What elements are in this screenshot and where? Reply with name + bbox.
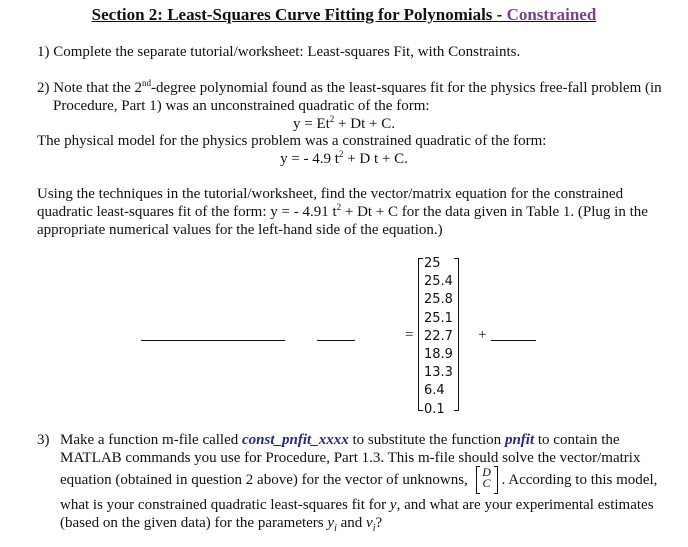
vector-entry: 25.4 bbox=[424, 274, 453, 290]
item-3-number: 3) bbox=[37, 432, 50, 448]
eq1-sup: 2 bbox=[329, 114, 335, 124]
vector-entry: 0.1 bbox=[424, 401, 445, 417]
para-line-2 bbox=[37, 203, 648, 221]
item-3-line-1 bbox=[60, 431, 620, 449]
vector-entry: 22.7 bbox=[424, 328, 453, 344]
section-title bbox=[0, 6, 688, 24]
vector-entry: 18.9 bbox=[424, 347, 453, 363]
unknown-d: D bbox=[482, 465, 491, 479]
equals-sign: = bbox=[405, 327, 414, 343]
para-line-2-b: + Dt + C for the data given in Table 1. (Plug in the bbox=[341, 204, 648, 220]
eq2-a: y = - 4.9 t bbox=[280, 151, 339, 167]
item-3-line-3-b: . According to this model, bbox=[501, 472, 658, 488]
eq2-b: + D t + C. bbox=[343, 151, 408, 167]
mfile-name: const_pnfit_xxxx bbox=[242, 432, 349, 448]
item-3-line-4 bbox=[60, 496, 654, 514]
item-2-line-2: Procedure, Part 1) was an unconstrained quadratic of the form: bbox=[53, 98, 430, 114]
param-y-sub: i bbox=[334, 523, 337, 534]
item-2-line-1 bbox=[37, 79, 662, 97]
blank-unknowns bbox=[317, 330, 355, 341]
param-y: y bbox=[327, 515, 335, 531]
function-name: pnfit bbox=[504, 432, 535, 448]
item-3-line-4-b: , and what are your experimental estimates bbox=[396, 497, 654, 513]
para-line-2-sup: 2 bbox=[336, 202, 342, 212]
vector-left-bracket bbox=[418, 258, 423, 411]
para-line-2-a: quadratic least-squares fit of the form: y = - 4.91 t bbox=[37, 204, 337, 220]
item-3-line-1-c: to contain the bbox=[534, 432, 620, 448]
item-2-line-3: The physical model for the physics problem was a constrained quadratic of the form: bbox=[37, 133, 547, 149]
item-2-line-1-a: 2) Note that the 2 bbox=[37, 80, 142, 96]
vector-entry: 6.4 bbox=[424, 383, 445, 399]
unknowns-entries bbox=[480, 467, 494, 489]
item-3-line-4-a: what is your constrained quadratic least-squares fit for bbox=[60, 497, 390, 513]
data-vector bbox=[424, 255, 453, 419]
item-3-line-2: MATLAB commands you use for Procedure, Part 1.3. This m-file should solve the vector/matrix bbox=[60, 450, 641, 466]
equation-unconstrained bbox=[0, 115, 688, 133]
eq2-sup: 2 bbox=[338, 149, 344, 159]
item-3-line-1-a: Make a function m-file called bbox=[60, 432, 243, 448]
unknowns-right-bracket bbox=[494, 466, 498, 494]
vector-entry: 25.8 bbox=[424, 292, 453, 308]
unknown-c: C bbox=[482, 476, 491, 490]
para-line-3: appropriate numerical values for the left-hand side of the equation.) bbox=[37, 222, 443, 238]
item-3-line-5 bbox=[60, 514, 382, 538]
item-2-line-1-b: -degree polynomial found as the least-squares fit for the physics free-fall problem (in bbox=[150, 80, 662, 96]
section-title-accent: Constrained bbox=[506, 5, 597, 24]
blank-matrix bbox=[141, 330, 285, 341]
item-3-line-3 bbox=[60, 465, 658, 490]
plus-sign: + bbox=[478, 327, 487, 343]
unknowns-vector bbox=[472, 465, 502, 490]
vector-entry: 13.3 bbox=[424, 365, 453, 381]
item-3-line-5-end: ? bbox=[375, 515, 383, 531]
item-3-line-3-a: equation (obtained in question 2 above) for the vector of unknowns, bbox=[60, 472, 472, 488]
equation-constrained bbox=[0, 150, 688, 168]
item-1: 1) Complete the separate tutorial/worksheet: Least-squares Fit, with Constraints. bbox=[37, 44, 521, 60]
vector-right-bracket bbox=[454, 258, 459, 411]
param-v-sub: i bbox=[372, 523, 376, 534]
vector-entry: 25 bbox=[424, 256, 441, 271]
vector-entry: 25.1 bbox=[424, 310, 453, 326]
item-3-line-5-and: and bbox=[336, 515, 367, 531]
item-2-line-1-sup: nd bbox=[141, 78, 151, 88]
blank-constraint bbox=[491, 330, 536, 341]
section-title-main: Section 2: Least-Squares Curve Fitting for Polynomials - bbox=[91, 5, 507, 24]
var-y: y bbox=[389, 497, 397, 513]
item-3-line-1-b: to substitute the function bbox=[348, 432, 505, 448]
para-line-1: Using the techniques in the tutorial/worksheet, find the vector/matrix equation for the constrained bbox=[37, 186, 624, 202]
eq1-a: y = Et bbox=[293, 116, 330, 132]
item-3-line-5-a: (based on the given data) for the parameters bbox=[60, 515, 328, 531]
param-v: v bbox=[366, 515, 373, 531]
eq1-b: + Dt + C. bbox=[334, 116, 395, 132]
